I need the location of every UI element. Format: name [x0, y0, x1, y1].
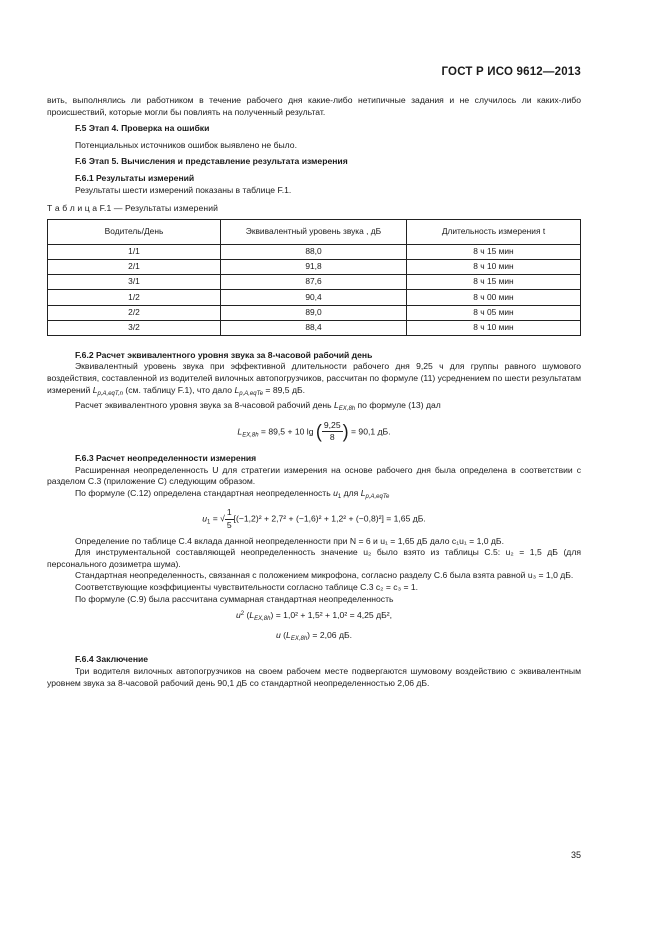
section-f63-paragraph-6: Соответствующие коэффициенты чувствительности согласно таблице С.3 c₂ = c₃ = 1.	[75, 581, 419, 592]
section-f63-paragraph-1: Расширенная неопределенность U для стратегии измерения на основе рабочего дня была определена в соответствии с разделом С.3 (приложение С) следующим образом.	[47, 464, 581, 487]
section-f5-text: Потенциальных источников ошибок выявлено не было.	[75, 139, 297, 150]
section-f63-paragraph-3: Определение по таблице С.4 вклада данной неопределенности при N = 6 и u₁ = 1,65 дБ дало c₁u₁ = 1,0 дБ.	[75, 535, 504, 546]
section-f63-paragraph-2: По формуле (С.12) определена стандартная неопределенность $u_1$ для $L_{p,A,eqTe}$	[75, 487, 390, 500]
section-f63-paragraph-4: Для инструментальной составляющей неопределенность значение u₂ было взято из таблицы С.5: u₂ = 1,5 дБ (для персонального дозиметра шума).	[47, 547, 581, 569]
table-cell: 87,6	[221, 275, 407, 290]
table-cell: 8 ч 10 мин	[407, 320, 581, 335]
formula-u: u $(L_{EX,8h}) = 2,06$ дБ.	[276, 629, 352, 642]
section-f64-heading: F.6.4 Заключение	[75, 654, 149, 665]
table-row	[48, 244, 581, 259]
document-body	[47, 95, 581, 689]
table-row	[48, 275, 581, 290]
table-cell: 88,0	[221, 244, 407, 259]
section-f61-heading: F.6.1 Результаты измерений	[75, 172, 195, 183]
section-f64-text: Три водителя вилочных автопогрузчиков на своем рабочем месте подвергаются шумовому воздействию с эквивалентным уровнем звука за 8-часовой рабочий день 90,1 дБ со стандартной неопределенностью 2,06 дБ.	[47, 665, 581, 688]
table-header-cell: Водитель/День	[48, 219, 221, 244]
document-header: ГОСТ Р ИСО 9612—2013	[441, 66, 581, 78]
table-cell: 2/2	[48, 305, 221, 320]
table-cell: 89,0	[221, 305, 407, 320]
table-header-cell: Эквивалентный уровень звука , дБ	[221, 219, 407, 244]
formula-u1: $u_1$ = √ $\frac{1}{5}$ [(−1,2)² + 2,7² + (−1,6)² + 1,2² + (−0,8)²] = 1,65 дБ.	[202, 507, 426, 530]
section-f63-paragraph-7: По формуле (С.9) была рассчитана суммарная стандартная неопределенность	[75, 593, 394, 604]
table-row	[48, 305, 581, 320]
section-f63-paragraph-5: Стандартная неопределенность, связанная с положением микрофона, согласно разделу С.6 была взята равной u₃ = 1,0 дБ.	[75, 570, 574, 581]
table-header-cell: Длительность измерения t	[407, 219, 581, 244]
section-f63-heading: F.6.3 Расчет неопределенности измерения	[75, 453, 257, 464]
table-cell: 8 ч 10 мин	[407, 259, 581, 274]
table-cell: 90,4	[221, 290, 407, 305]
table-cell: 3/1	[48, 275, 221, 290]
table-cell: 8 ч 15 мин	[407, 244, 581, 259]
table-cell: 8 ч 15 мин	[407, 275, 581, 290]
section-f62-paragraph-2: Расчет эквивалентного уровня звука за 8-часовой рабочий день $L_{EX,8h}$ по формуле (13) дал	[75, 400, 441, 413]
section-f5-heading: F.5 Этап 4. Проверка на ошибки	[75, 123, 210, 134]
table-row	[48, 290, 581, 305]
table-cell: 3/2	[48, 320, 221, 335]
table-row	[48, 259, 581, 274]
table-row	[48, 320, 581, 335]
section-f62-heading: F.6.2 Расчет эквивалентного уровня звука за 8-часовой рабочий день	[75, 349, 373, 360]
section-f6-heading: F.6 Этап 5. Вычисления и представление результата измерения	[75, 156, 348, 167]
table-cell: 1/2	[48, 290, 221, 305]
table-header-row	[48, 219, 581, 244]
section-f61-text: Результаты шести измерений показаны в таблице F.1.	[75, 184, 292, 195]
page-number: 35	[570, 850, 581, 860]
table-cell: 8 ч 00 мин	[407, 290, 581, 305]
results-table	[47, 219, 581, 336]
table-cell: 1/1	[48, 244, 221, 259]
table-cell: 2/1	[48, 259, 221, 274]
table-cell: 91,8	[221, 259, 407, 274]
intro-paragraph: вить, выполнялись ли работником в течение рабочего дня какие-либо нетипичные задания и не случилось ли каких-либо происшествий, которые могли бы повлиять на полученный результат.	[47, 95, 581, 117]
table-cell: 8 ч 05 мин	[407, 305, 581, 320]
formula-lex8h: $L_{EX,8h} = 89,5 + 10$ lg ( $\frac{9,25}{8}$ ) = 90,1 дБ.	[237, 419, 391, 443]
section-f62-paragraph-1: Эквивалентный уровень звука при эффективной длительности рабочего дня 9,25 ч для группы равного шумового воздействия, составленной из водителей вилочных автопогрузчиков, рассчитан по формуле (11) усреднением по шести результатам измерений $L_{p,A,eqT,n}$ (см. таблицу F.1), что дало $L_{p,A,eqTe} = 89,5$ дБ.	[47, 361, 581, 397]
table-caption: Т а б л и ц а F.1 — Результаты измерений	[47, 203, 218, 214]
table-cell: 88,4	[221, 320, 407, 335]
formula-u-squared: $u^2$ $(L_{EX,8h}) = 1,0^2 + 1,5^2 + 1,0^2 = 4,25$ дБ²,	[235, 610, 392, 623]
